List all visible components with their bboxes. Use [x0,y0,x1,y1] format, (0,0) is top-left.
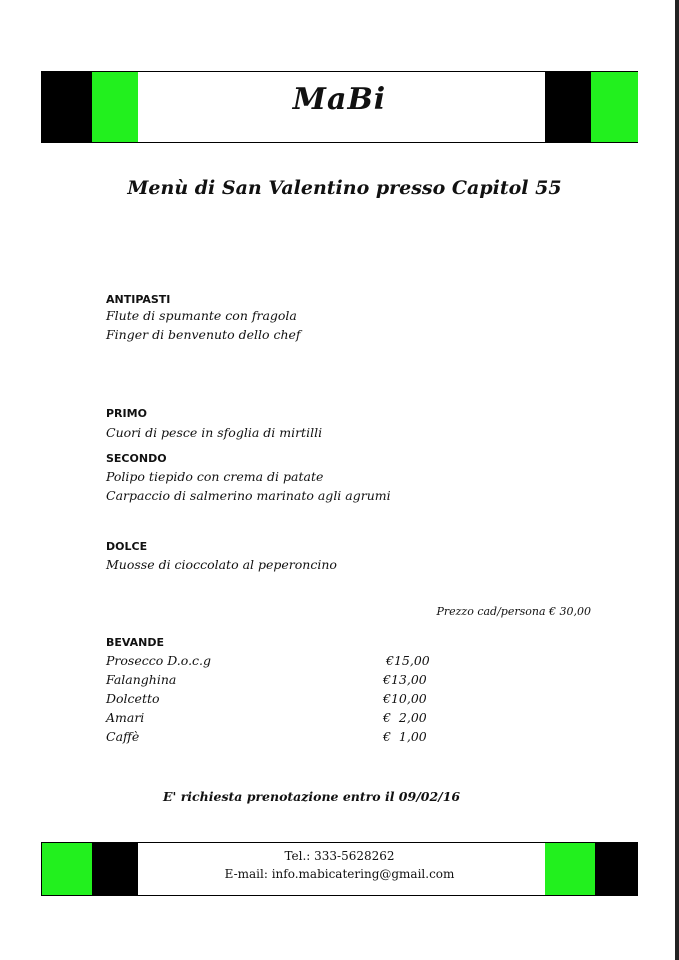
drink-name: Prosecco D.o.c.g [106,653,212,668]
drink-price: €15,00 [386,653,430,668]
drink-price: € 1,00 [383,729,427,744]
drink-price: € 2,00 [383,710,427,725]
footer-banner [41,842,638,896]
header-banner [41,71,638,143]
price-per-person: Prezzo cad/persona € 30,00 [436,605,591,618]
drink-name: Caffè [106,729,140,744]
drink-price: €10,00 [383,691,427,706]
footer-email: E-mail: info.mabicatering@gmail.com [224,867,455,881]
brand-logo-text: MaBi [292,82,387,117]
menu-item: Finger di benvenuto dello chef [106,327,301,342]
drink-name: Amari [106,710,145,725]
drink-price: €13,00 [383,672,427,687]
footer-phone: Tel.: 333-5628262 [284,849,395,863]
section-heading-bevande: BEVANDE [106,636,165,649]
page-edge [675,0,679,960]
section-heading-secondo: SECONDO [106,452,167,465]
section-heading-antipasti: ANTIPASTI [106,293,171,306]
drink-name: Dolcetto [106,691,160,706]
reservation-note: E' richiesta prenotazione entro il 09/02/16 [163,789,461,804]
section-heading-primo: PRIMO [106,407,147,420]
menu-item: Cuori di pesce in sfoglia di mirtilli [106,425,323,440]
menu-title: Menù di San Valentino presso Capitol 55 [127,177,562,199]
menu-item: Polipo tiepido con crema di patate [106,469,324,484]
menu-item: Carpaccio di salmerino marinato agli agrumi [106,488,391,503]
menu-item: Flute di spumante con fragola [106,308,297,323]
menu-item: Muosse di cioccolato al peperoncino [106,557,337,572]
section-heading-dolce: DOLCE [106,540,148,553]
drink-name: Falanghina [106,672,177,687]
